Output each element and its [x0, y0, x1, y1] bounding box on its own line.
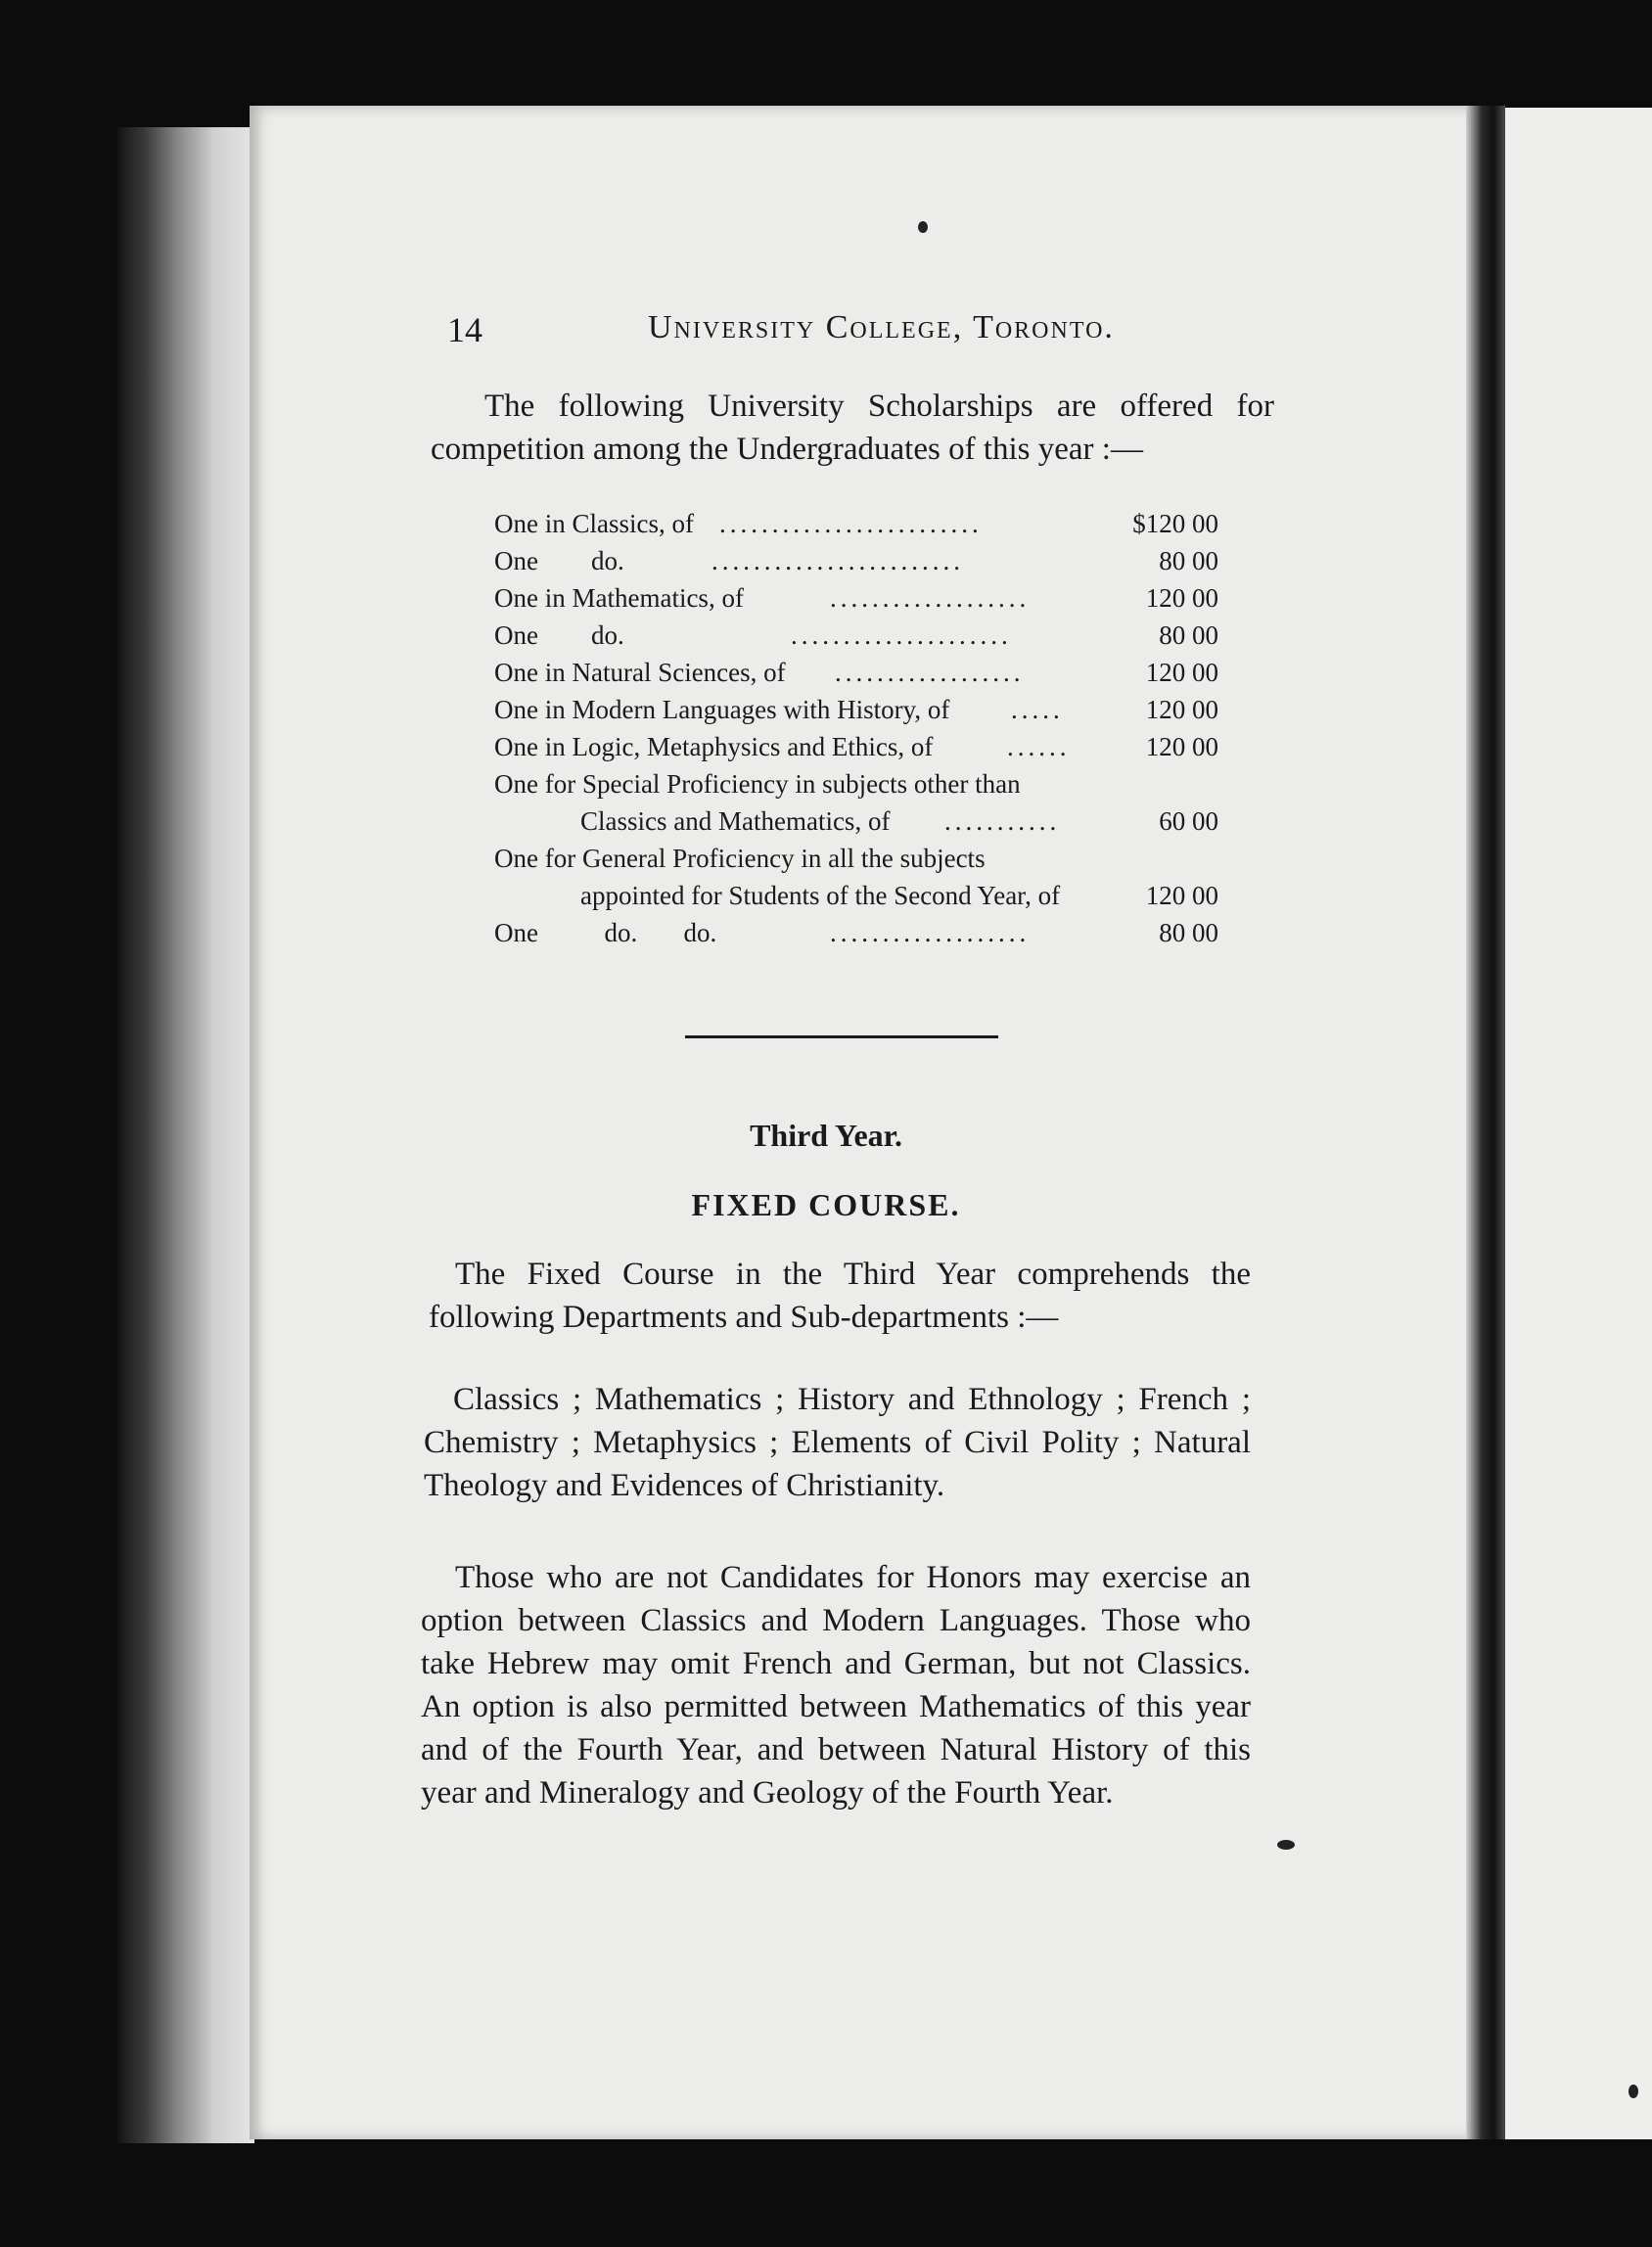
ink-speck: [1277, 1840, 1295, 1850]
scholarship-amount: 120 00: [1145, 658, 1218, 687]
scholarship-row: One in Natural Sciences, of .................. 120 00: [494, 654, 1218, 691]
scholarship-row: One in Mathematics, of ................... 120 00: [494, 579, 1218, 617]
page-header: [447, 309, 1240, 358]
scholarship-label: One in Logic, Metaphysics and Ethics, of: [494, 732, 934, 761]
scholarship-label: One in Classics, of: [494, 509, 694, 538]
scholarship-amount: $120 00: [1132, 509, 1218, 538]
scholarship-row: One in Modern Languages with History, of ..... 120 00: [494, 691, 1218, 728]
scholarship-row: [494, 840, 1218, 877]
options-paragraph: Those who are not Candidates for Honors may exercise an option between Classics and Modern Languages. Those who take Hebrew may omit French and German, but not Classics. An option is also permitted between Mathematics of this year and of the Fourth Year, and between Natural History of this year and Mineralogy and Geology of the Fourth Year.: [421, 1560, 1251, 1811]
scholarship-label: One do.: [494, 546, 624, 575]
scholarship-row: One in Logic, Metaphysics and Ethics, of ...... 120 00: [494, 728, 1218, 765]
ink-speck: [918, 221, 928, 233]
scholarship-amount: 120 00: [1145, 732, 1218, 761]
scholarship-row: [494, 765, 1218, 802]
scholarship-label: Classics and Mathematics, of: [580, 806, 891, 836]
fixed-course-paragraph: The Fixed Course in the Third Year comprehends the following Departments and Sub-departments :—: [429, 1257, 1251, 1335]
scholarship-amount: 120 00: [1145, 695, 1218, 724]
section-divider: [685, 1035, 998, 1038]
scholarship-amount: 60 00: [1159, 806, 1218, 836]
scholarship-row: Classics and Mathematics, of ........... 60 00: [494, 802, 1218, 840]
scholarship-label: One for Special Proficiency in subjects other than: [494, 769, 1021, 799]
scholarship-row: One in Classics, of ......................... $120 00: [494, 505, 1218, 542]
scholarship-label: One do.: [494, 620, 624, 650]
ink-speck: [1629, 2085, 1638, 2098]
page-number: 14: [447, 310, 482, 349]
scholarship-amount: 80 00: [1159, 620, 1218, 650]
scholarship-amount: 120 00: [1145, 881, 1218, 910]
section-subheading: FIXED COURSE.: [691, 1187, 961, 1222]
scholarship-row: One do. ..................... 80 00: [494, 617, 1218, 654]
scholarship-row: [494, 877, 1218, 914]
scholarship-label: One for General Proficiency in all the subjects: [494, 844, 986, 873]
scholarships-intro: The following University Scholarships are offered for competition among the Undergraduates of this year :—: [431, 389, 1274, 467]
scholarship-label: appointed for Students of the Second Year, of: [580, 881, 1061, 910]
scholarship-label: One do. do.: [494, 918, 717, 947]
scholarship-label: One in Natural Sciences, of: [494, 658, 786, 687]
scholarship-amount: 120 00: [1145, 583, 1218, 613]
running-head: University College, Toronto.: [648, 309, 1115, 345]
scholarship-label: One in Modern Languages with History, of: [494, 695, 950, 724]
scholarship-row: One do. ........................ 80 00: [494, 542, 1218, 579]
scholarship-amount: 80 00: [1159, 918, 1218, 947]
scholarship-row: One do. do. ................... 80 00: [494, 914, 1218, 951]
scholarship-label: One in Mathematics, of: [494, 583, 744, 613]
subjects-paragraph: Classics ; Mathematics ; History and Ethnology ; French ; Chemistry ; Metaphysics ; Elements of Civil Polity ; Natural Theology and Evidences of Christianity.: [424, 1382, 1251, 1503]
scholarship-amount: 80 00: [1159, 546, 1218, 575]
section-heading: Third Year.: [750, 1118, 902, 1153]
